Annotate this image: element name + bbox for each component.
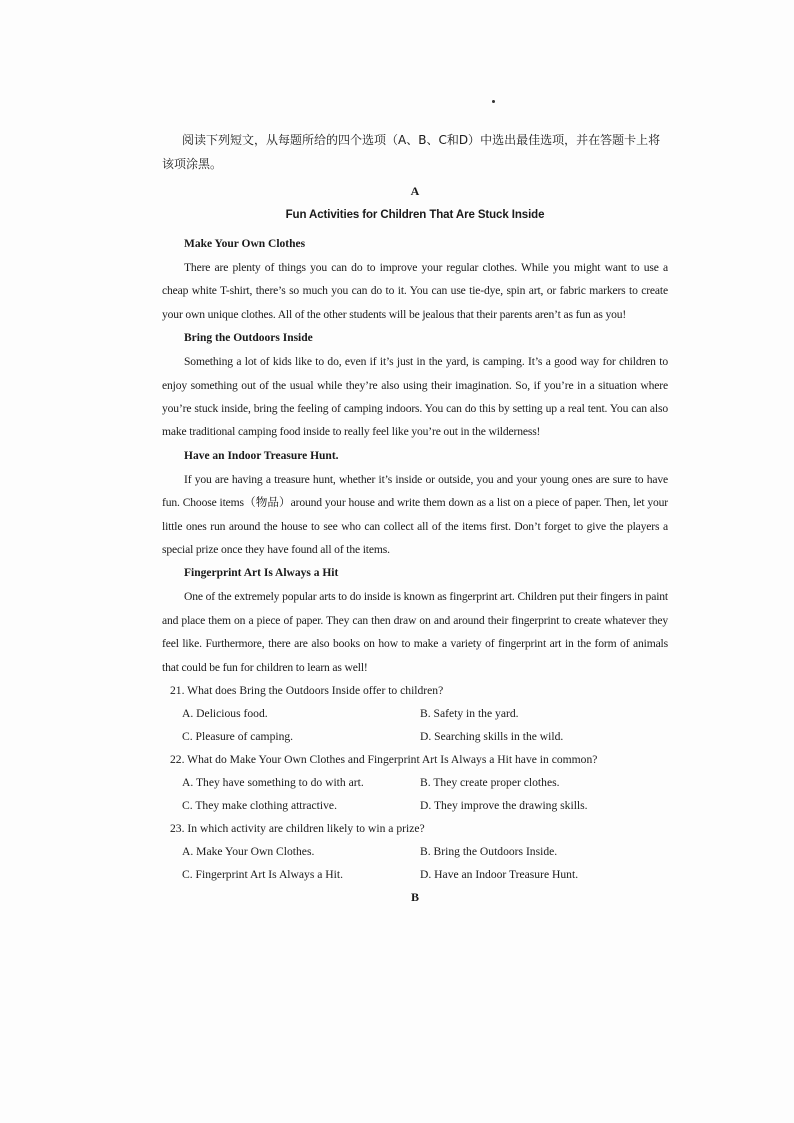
scan-speck [492, 100, 495, 103]
passage-title: Fun Activities for Children That Are Stuck Inside [285, 209, 545, 221]
option-21-d: D. Searching skills in the wild. [420, 730, 564, 744]
part-heading-treasure: Have an Indoor Treasure Hunt. [184, 449, 339, 462]
instructions: 阅读下列短文，从每题所给的四个选项（A、B、C和D）中选出最佳选项，并在答题卡上将该项涂黑。 [162, 133, 661, 171]
option-21-c: C. Pleasure of camping. [182, 730, 294, 744]
section-b-letter: B [410, 890, 419, 905]
option-21-b: B. Safety in the yard. [420, 707, 519, 721]
question-23: 23. In which activity are children likely to win a prize? [170, 822, 425, 836]
question-21: 21. What does Bring the Outdoors Inside offer to children? [170, 684, 444, 698]
part-text-clothes: There are plenty of things you can do to improve your regular clothes. While you might want to use a cheap white T-shirt, there’s so much you can do to it. You can use tie-dye, spin art, or fabric markers to create your own unique clothes. All of the other students will be jealous that their parents aren’t as fun as you! [162, 261, 668, 321]
question-22: 22. What do Make Your Own Clothes and Fingerprint Art Is Always a Hit have in common? [170, 753, 598, 767]
option-23-c: C. Fingerprint Art Is Always a Hit. [182, 868, 344, 882]
part-text-treasure: If you are having a treasure hunt, whether it’s inside or outside, you and your young ones are sure to have fun. Choose items（物品）around your house and write them down as a list on a piece of paper. Then, let your little ones run around the house to see who can collect all of the items first. Don’t forget to give the players a special prize once they have found all of the items. [162, 472, 668, 557]
option-23-a: A. Make Your Own Clothes. [182, 845, 315, 859]
question-21-options [162, 702, 668, 748]
part-heading-fingerprint: Fingerprint Art Is Always a Hit [184, 567, 339, 580]
option-22-b: B. They create proper clothes. [420, 776, 560, 790]
section-a-letter: A [410, 184, 420, 198]
option-23-d: D. Have an Indoor Treasure Hunt. [420, 868, 579, 882]
option-23-b: B. Bring the Outdoors Inside. [420, 845, 558, 859]
question-23-options [162, 840, 668, 886]
part-text-fingerprint: One of the extremely popular arts to do inside is known as fingerprint art. Children put their fingers in paint and place them on a piece of paper. They can then draw on and around their fingerprint to create whatever they feel like. Furthermore, there are also books on how to make a variety of fingerprint art in the form of animals that could be fun for children to learn as well! [162, 590, 668, 674]
question-22-options [162, 771, 668, 817]
option-22-c: C. They make clothing attractive. [182, 799, 337, 813]
option-22-d: D. They improve the drawing skills. [420, 799, 588, 813]
part-text-outdoors: Something a lot of kids like to do, even if it’s just in the yard, is camping. It’s a good way for children to enjoy something out of the usual while they’re also using their imagination. So, if you’re in a situation where you’re stuck inside, bring the feeling of camping indoors. You can do this by setting up a real tent. You can also make traditional camping food inside to really feel like you’re out in the wilderness! [162, 355, 668, 439]
part-heading-clothes: Make Your Own Clothes [184, 238, 306, 250]
page-content [162, 128, 668, 908]
option-21-a: A. Delicious food. [182, 707, 268, 721]
option-22-a: A. They have something to do with art. [182, 776, 364, 790]
part-heading-outdoors: Bring the Outdoors Inside [184, 332, 313, 345]
